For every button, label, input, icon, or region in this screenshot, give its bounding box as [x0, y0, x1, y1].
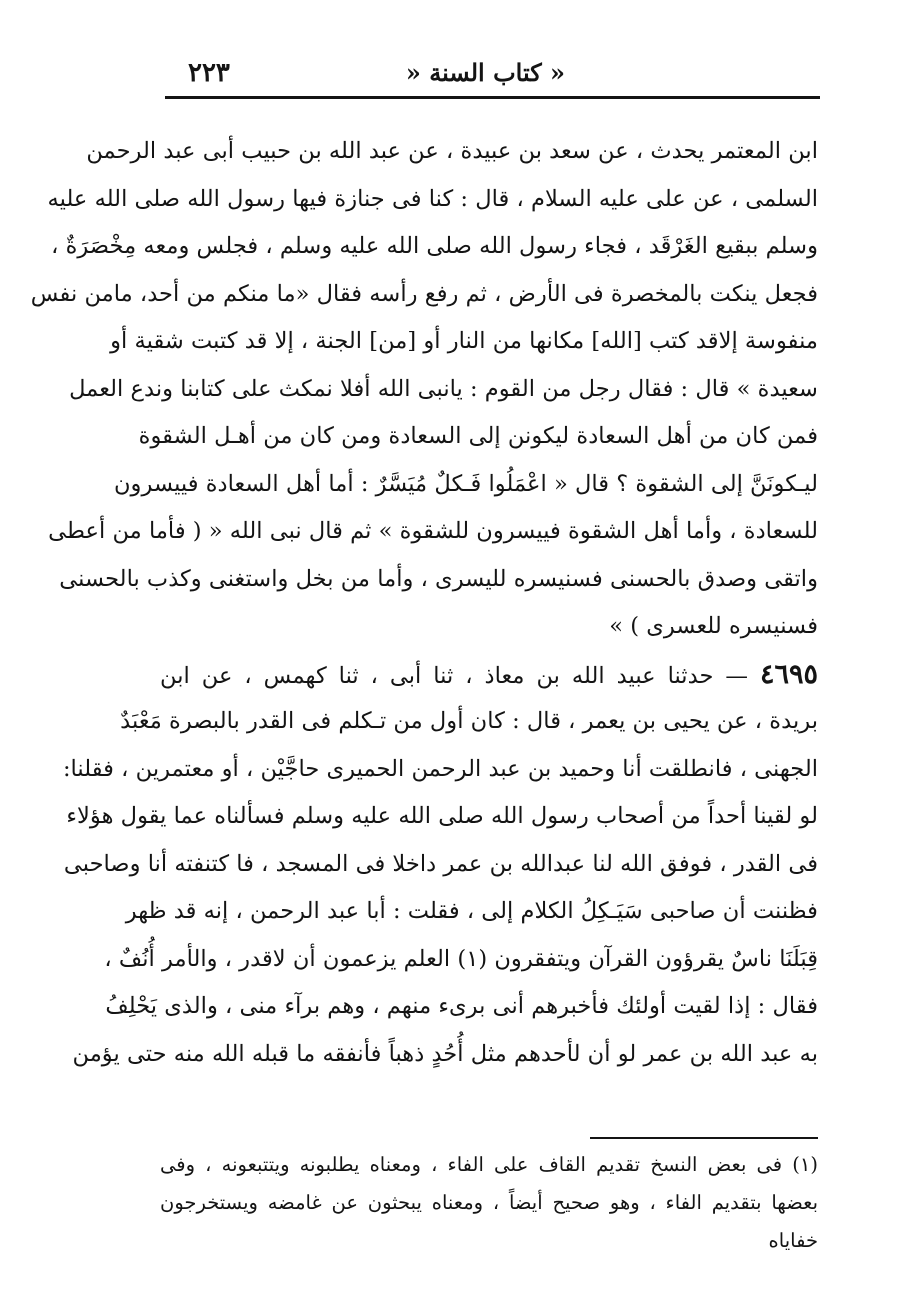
text-line: سعيدة » قال : فقال رجل من القوم : يانبى الله أفلا نمكث على كتابنا وندع العمل: [69, 375, 818, 402]
footnote-line: (١) فى بعض النسخ تقديم القاف على الفاء ، ومعناه يطلبونه ويتتبعونه ، وفى: [160, 1153, 818, 1176]
text-line: فمن كان من أهل السعادة ليكونن إلى السعادة ومن كان من أهـل الشقوة: [138, 423, 818, 449]
text-line: قِبَلَنَا ناسٌ يقرؤون القرآن ويتفقرون (١) العلم يزعمون أن لاقدر ، والأمر أُنُفٌ ،: [104, 945, 818, 972]
hadith-number: ٤٦٩٥: [759, 658, 818, 690]
text-line: فجعل ينكت بالمخصرة فى الأرض ، ثم رفع رأسه فقال «ما منكم من أحد، مامن نفس: [30, 280, 818, 307]
text-line: السلمى ، عن على عليه السلام ، قال : كنا فى جنازة فيها رسول الله صلى الله عليه: [47, 185, 818, 212]
page-number: ٢٢٣: [188, 58, 230, 88]
text-line: فى القدر ، فوفق الله لنا عبدالله بن عمر داخلا فى المسجد ، فا كتنفته أنا وصاحبى: [63, 850, 818, 877]
text-line: حدثنا عبيد الله بن معاذ ، ثنا أبى ، ثنا كهمس ، عن ابن: [160, 662, 714, 689]
footnote-line: خفاياه: [768, 1229, 818, 1252]
hadith-start-line: [160, 651, 818, 699]
text-line: بريدة ، عن يحيى بن يعمر ، قال : كان أول من تـكلم فى القدر بالبصرة مَعْبَدٌ: [120, 708, 818, 734]
text-line: فقال : إذا لقيت أولئك فأخبرهم أنى برىء منهم ، وهم برآء منى ، والذى يَحْلِفُ: [105, 993, 818, 1019]
running-title: « كتاب السنة «: [405, 58, 565, 87]
header-rule: [165, 96, 820, 99]
text-line: ليـكونَنَّ إلى الشقوة ؟ قال « اعْمَلُوا فَـكلٌ مُيَسَّرٌ : أما أهل السعادة فييسرون: [113, 470, 818, 497]
text-line: ابن المعتمر يحدث ، عن سعد بن عبيدة ، عن عبد الله بن حبيب أبى عبد الرحمن: [86, 138, 818, 164]
footnotes: [160, 1146, 818, 1260]
text-line: منفوسة إلاقد كتب [الله] مكانها من النار أو [من] الجنة ، إلا قد كتبت شقية أو: [110, 328, 818, 354]
text-line: واتقى وصدق بالحسنى فسنيسره لليسرى ، وأما من بخل واستغنى وكذب بالحسنى: [59, 565, 818, 592]
page-header: [160, 52, 820, 92]
footnote-line: بعضها بتقديم الفاء ، وهو صحيح أيضاً ، ومعناه يبحثون عن غامضه ويستخرجون: [160, 1191, 818, 1214]
text-line: لو لقينا أحداً من أصحاب رسول الله صلى الله عليه وسلم فسألناه عما يقول هؤلاء: [66, 803, 818, 829]
hadith-dash: —: [725, 662, 748, 689]
text-line: فظننت أن صاحبى سَيَـكِلُ الكلام إلى ، فقلت : أبا عبد الرحمن ، إنه قد ظهر: [125, 898, 818, 924]
text-line: به عبد الله بن عمر لو أن لأحدهم مثل أُحُدٍ ذهباً فأنفقه ما قبله الله منه حتى يؤمن: [72, 1040, 818, 1067]
main-text: [30, 128, 818, 1078]
text-line: للسعادة ، وأما أهل الشقوة فييسرون للشقوة » ثم قال نبى الله « ( فأما من أعطى: [48, 518, 818, 544]
footnote-rule: [590, 1137, 818, 1139]
text-line: فسنيسره للعسرى ) »: [609, 613, 818, 639]
text-line: الجهنى ، فانطلقت أنا وحميد بن عبد الرحمن الحميرى حاجَّيْن ، أو معتمرين ، فقلنا:: [62, 755, 818, 782]
text-line: وسلم ببقيع الغَرْقَد ، فجاء رسول الله صلى الله عليه وسلم ، فجلس ومعه مِخْصَرَةٌ ،: [51, 233, 818, 259]
